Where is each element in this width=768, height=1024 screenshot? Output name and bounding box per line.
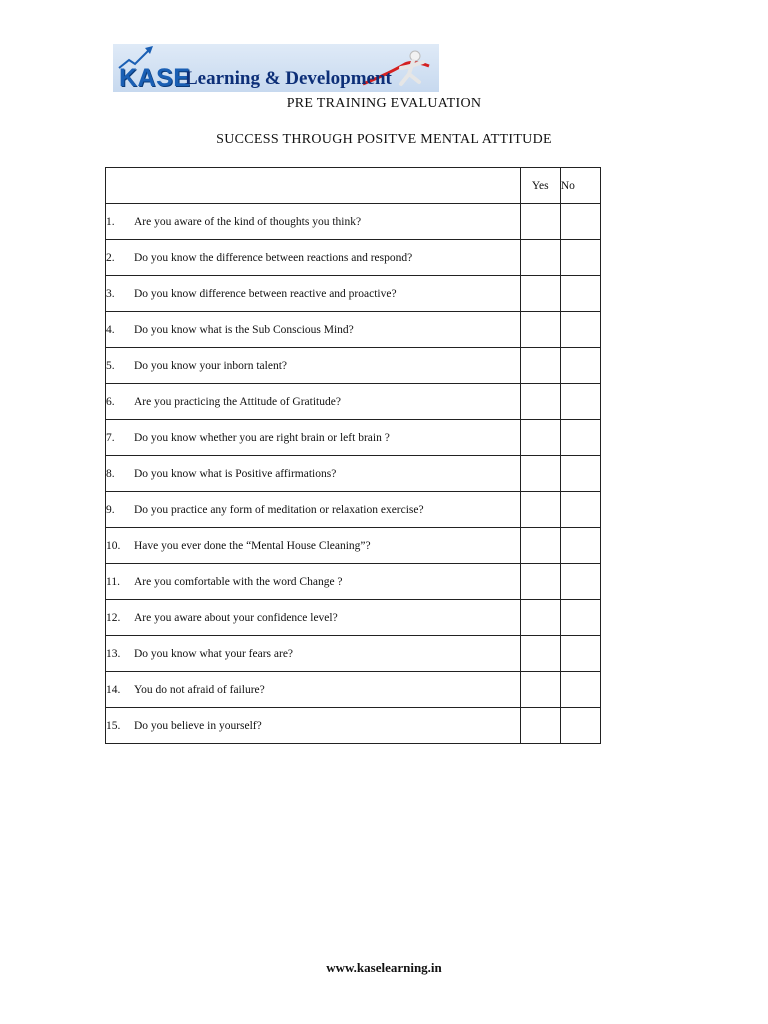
- no-answer-cell[interactable]: [560, 672, 600, 708]
- question-text: Do you believe in yourself?: [134, 719, 262, 732]
- question-number: 2.: [106, 251, 115, 264]
- question-text: Do you know what is Positive affirmations?: [134, 467, 337, 480]
- question-text: Are you practicing the Attitude of Gratitude?: [134, 395, 341, 408]
- no-answer-cell[interactable]: [560, 456, 600, 492]
- no-answer-cell[interactable]: [560, 600, 600, 636]
- question-number: 3.: [106, 287, 115, 300]
- question-cell: [106, 636, 521, 672]
- question-text: Have you ever done the “Mental House Cleaning”?: [134, 539, 371, 552]
- question-text: Do you know what is the Sub Conscious Mind?: [134, 323, 354, 336]
- yes-answer-cell[interactable]: [520, 708, 560, 744]
- no-answer-cell[interactable]: [560, 492, 600, 528]
- table-row: [106, 672, 601, 708]
- question-number: 1.: [106, 215, 115, 228]
- table-row: [106, 528, 601, 564]
- table-row: [106, 384, 601, 420]
- header-no: No: [560, 168, 600, 204]
- question-number: 4.: [106, 323, 115, 336]
- yes-answer-cell[interactable]: [520, 600, 560, 636]
- yes-answer-cell[interactable]: [520, 204, 560, 240]
- yes-answer-cell[interactable]: [520, 636, 560, 672]
- no-answer-cell[interactable]: [560, 204, 600, 240]
- question-text: Do you practice any form of meditation or relaxation exercise?: [134, 503, 424, 516]
- question-cell: [106, 492, 521, 528]
- yes-answer-cell[interactable]: [520, 384, 560, 420]
- website-url: www.kaselearning.in: [326, 960, 442, 975]
- no-answer-cell[interactable]: [560, 420, 600, 456]
- yes-answer-cell[interactable]: [520, 672, 560, 708]
- question-cell: [106, 204, 521, 240]
- question-text: Do you know whether you are right brain or left brain ?: [134, 431, 390, 444]
- table-row: [106, 240, 601, 276]
- question-cell: [106, 348, 521, 384]
- question-number: 9.: [106, 503, 115, 516]
- logo-tagline: Learning & Development: [185, 68, 392, 89]
- question-text: Do you know your inborn talent?: [134, 359, 287, 372]
- table-row: [106, 492, 601, 528]
- yes-answer-cell[interactable]: [520, 420, 560, 456]
- document-subtitle: SUCCESS THROUGH POSITVE MENTAL ATTITUDE: [216, 132, 552, 147]
- question-number: 7.: [106, 431, 115, 444]
- company-logo: [113, 44, 439, 92]
- no-answer-cell[interactable]: [560, 384, 600, 420]
- question-number: 11.: [106, 575, 120, 588]
- no-answer-cell[interactable]: [560, 564, 600, 600]
- yes-answer-cell[interactable]: [520, 564, 560, 600]
- question-number: 13.: [106, 647, 121, 660]
- table-row: [106, 204, 601, 240]
- question-text: Do you know the difference between reactions and respond?: [134, 251, 413, 264]
- question-text: Are you aware about your confidence level?: [134, 611, 338, 624]
- yes-answer-cell[interactable]: [520, 348, 560, 384]
- header-yes: Yes: [520, 168, 560, 204]
- question-cell: [106, 672, 521, 708]
- table-row: [106, 348, 601, 384]
- no-answer-cell[interactable]: [560, 708, 600, 744]
- logo-kase-text: KASE: [119, 64, 191, 92]
- question-text: Are you aware of the kind of thoughts you think?: [134, 215, 362, 228]
- question-number: 6.: [106, 395, 115, 408]
- question-text: Are you comfortable with the word Change ?: [134, 575, 343, 588]
- question-cell: [106, 564, 521, 600]
- table-row: [106, 564, 601, 600]
- table-row: [106, 456, 601, 492]
- document-title: PRE TRAINING EVALUATION: [286, 96, 482, 111]
- evaluation-table: [105, 167, 601, 744]
- yes-answer-cell[interactable]: [520, 492, 560, 528]
- no-answer-cell[interactable]: [560, 636, 600, 672]
- question-text: Do you know what your fears are?: [134, 647, 294, 660]
- question-cell: [106, 456, 521, 492]
- yes-answer-cell[interactable]: [520, 528, 560, 564]
- question-text: You do not afraid of failure?: [134, 683, 265, 696]
- question-number: 15.: [106, 719, 121, 732]
- table-row: [106, 276, 601, 312]
- table-row: [106, 312, 601, 348]
- header-question-cell: [106, 168, 521, 204]
- question-number: 12.: [106, 611, 121, 624]
- question-cell: [106, 240, 521, 276]
- question-number: 5.: [106, 359, 115, 372]
- question-cell: [106, 276, 521, 312]
- no-answer-cell[interactable]: [560, 240, 600, 276]
- question-number: 14.: [106, 683, 121, 696]
- yes-answer-cell[interactable]: [520, 240, 560, 276]
- question-cell: [106, 312, 521, 348]
- question-cell: [106, 528, 521, 564]
- yes-answer-cell[interactable]: [520, 276, 560, 312]
- table-row: [106, 420, 601, 456]
- question-cell: [106, 384, 521, 420]
- no-answer-cell[interactable]: [560, 348, 600, 384]
- table-row: [106, 636, 601, 672]
- no-answer-cell[interactable]: [560, 312, 600, 348]
- question-cell: [106, 420, 521, 456]
- table-row: [106, 600, 601, 636]
- table-header-row: [106, 168, 601, 204]
- question-cell: [106, 600, 521, 636]
- yes-answer-cell[interactable]: [520, 456, 560, 492]
- question-cell: [106, 708, 521, 744]
- question-number: 8.: [106, 467, 115, 480]
- question-number: 10.: [106, 539, 121, 552]
- no-answer-cell[interactable]: [560, 528, 600, 564]
- table-row: [106, 708, 601, 744]
- question-text: Do you know difference between reactive and proactive?: [134, 287, 397, 300]
- yes-answer-cell[interactable]: [520, 312, 560, 348]
- no-answer-cell[interactable]: [560, 276, 600, 312]
